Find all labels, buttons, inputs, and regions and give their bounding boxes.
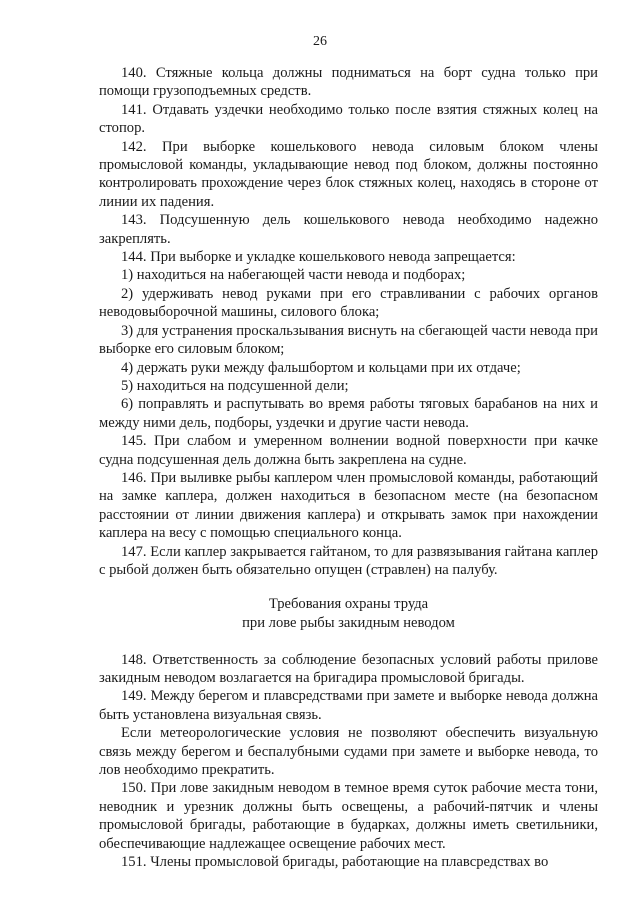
section-heading-line-1: Требования охраны труда	[268, 596, 429, 613]
page-number: 26	[313, 34, 327, 49]
section-heading-line-2: при лове рыбы закидным неводом	[242, 614, 455, 631]
paragraph-140: 140. Стяжные кольца должны подниматься на борт судна только при помощи грузоподъемных средств.	[99, 65, 598, 100]
section-spacer	[99, 579, 598, 595]
section-spacer	[99, 633, 598, 651]
list-item-6: 6) поправлять и распутывать во время работы тяговых барабанов на них и между ними дель, подборы, уздечки и другие части невода.	[99, 396, 598, 431]
list-item-5: 5) находиться на подсушенной дели;	[121, 377, 349, 394]
paragraph-149: 149. Между берегом и плавсредствами при замете и выборке невода должна быть установлена визуальная связь.	[99, 688, 598, 723]
paragraph-143: 143. Подсушенную дель кошелькового невода необходимо надежно закреплять.	[99, 212, 598, 247]
document-body	[99, 64, 598, 871]
paragraph-144: 144. При выборке и укладке кошелькового невода запрещается:	[121, 249, 516, 266]
list-item-3: 3) для устранения проскальзывания виснуть на сбегающей части невода при выборке его силовым блоком;	[99, 322, 598, 358]
paragraph-151: 151. Члены промысловой бригады, работающие на плавсредствах во	[121, 854, 549, 871]
paragraph-150: 150. При лове закидным неводом в темное время суток рабочие места тони, неводник и урезник должны быть освещены, а рабочий-пятчик и члены промысловой бригады, работающие в бударках, должны иметь светильники, обеспечивающие надлежащее освещение рабочих мест.	[99, 780, 598, 852]
list-item-2: 2) удерживать невод руками при его стравливании с рабочих органов неводовыборочной машины, силового блока;	[99, 285, 598, 321]
paragraph-148: 148. Ответственность за соблюдение безопасных условий работы прилове закидным неводом возлагается на бригадира промысловой бригады.	[99, 651, 598, 686]
paragraph-149-continued: Если метеорологические условия не позволяют обеспечить визуальную связь между берегом и беспалубными судами при замете и выборке невода, то лов необходимо прекратить.	[99, 725, 598, 778]
list-item-1: 1) находиться на набегающей части невода и подборах;	[121, 267, 466, 284]
list-item-4: 4) держать руки между фальшбортом и кольцами при их отдаче;	[121, 359, 521, 376]
paragraph-141: 141. Отдавать уздечки необходимо только после взятия стяжных колец на стопор.	[99, 101, 598, 137]
paragraph-145: 145. При слабом и умеренном волнении водной поверхности при качке судна подсушенная дель должна быть закреплена на судне.	[99, 433, 598, 468]
paragraph-147: 147. Если каплер закрывается гайтаном, то для развязывания гайтана каплер с рыбой должен быть обязательно опущен (стравлен) на палубу.	[99, 543, 598, 578]
paragraph-142: 142. При выборке кошелькового невода силовым блоком члены промысловой команды, укладывающие невод под блоком, должны постоянно контролировать прохождение через блок стяжных колец, находясь в стороне от линии их падения.	[99, 138, 598, 210]
paragraph-146: 146. При выливке рыбы каплером член промысловой команды, работающий на замке каплера, должен находиться в безопасном месте (на безопасном расстоянии от линии движения каплера) и открывать замок при нахождении каплера на весу с помощью специального конца.	[99, 469, 598, 542]
